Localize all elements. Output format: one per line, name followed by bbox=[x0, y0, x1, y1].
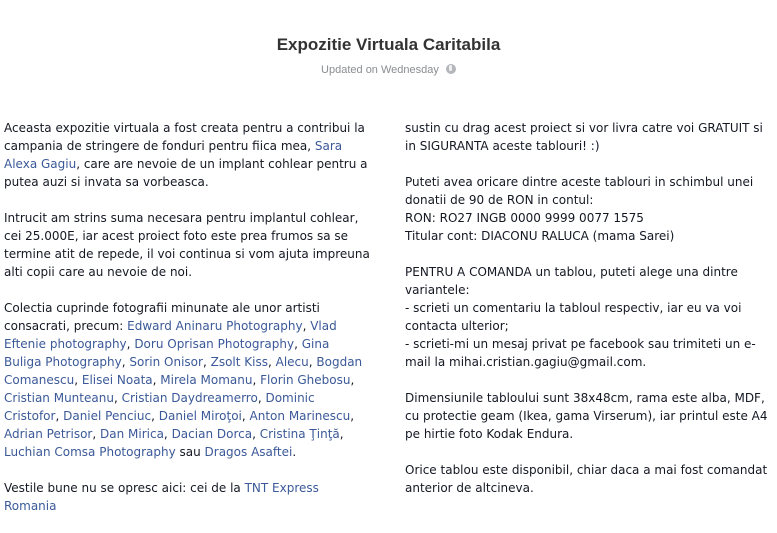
artist-link[interactable]: Vlad Eftenie photography bbox=[4, 319, 337, 351]
note-body-right bbox=[405, 119, 769, 515]
artist-link[interactable]: Dan Mirica bbox=[100, 427, 164, 441]
artist-link[interactable]: Cristian Munteanu bbox=[4, 391, 114, 405]
artist-link[interactable]: Dragos Asaftei bbox=[204, 445, 293, 459]
paragraph-intro: Aceasta expozitie virtuala a fost creata pentru a contribui la campania de stringere de fonduri pentru fiica mea, Sara Alexa Gagiu, care are nevoie de un implant cohlear pentru a putea auzi si invata sa vorbeasca. bbox=[4, 121, 368, 189]
updated-info bbox=[0, 64, 777, 76]
paragraph-continuation: Intrucit am strins suma necesara pentru implantul cohlear, cei 25.000E, iar acest proiect foto este prea frumos sa se termine atit de repede, il voi continua si vom ajuta impreuna alti copii care au nevoie de noi. bbox=[4, 211, 370, 279]
artist-link[interactable]: Daniel Miroţoi bbox=[158, 409, 242, 423]
link-tnt-express[interactable]: TNT Express Romania bbox=[4, 481, 319, 513]
paragraph-news: Vestile bune nu se opresc aici: cei de la TNT Express Romania bbox=[4, 481, 319, 513]
artist-link[interactable]: Doru Oprisan Photography bbox=[134, 337, 295, 351]
artist-link[interactable]: Adrian Petrisor bbox=[4, 427, 93, 441]
link-sara-alexa-gagiu[interactable]: Sara Alexa Gagiu bbox=[4, 139, 343, 171]
paragraph-order: PENTRU A COMANDA un tablou, puteti alege una dintre variantele: - scrieti un comentariu la tabloul respectiv, iar eu va voi contacta ulterior; - scrieti-mi un mesaj privat pe facebook sau trimiteti un e-mail la mihai.cristian.gagiu@gmail.com. bbox=[405, 265, 756, 369]
artist-list: Edward Aninaru Photography, Vlad Eftenie photography, Doru Oprisan Photography, Gina Buliga Photography, Sorin Onisor, Zsolt Kiss, Alecu, Bogdan Comanescu, Elisei Noata, Mirela Momanu, Florin Ghebosu, Cristian Munteanu, Cristian Daydreamerro, Dominic Cristofor, Daniel Penciuc, Daniel Miroţoi, Anton Marinescu, Adrian Petrisor, Dan Mirica, Dacian Dorca, Cristina Ţinţă, Luchian Comsa Photography bbox=[4, 319, 363, 459]
artist-link[interactable]: Bogdan Comanescu bbox=[4, 355, 363, 387]
artist-link[interactable]: Gina Buliga Photography bbox=[4, 337, 330, 369]
artist-link[interactable]: Elisei Noata bbox=[81, 373, 153, 387]
artist-link[interactable]: Daniel Penciuc bbox=[63, 409, 152, 423]
paragraph-availability: Orice tablou este disponibil, chiar daca a mai fost comandat anterior de altcineva. bbox=[405, 463, 768, 495]
artist-link[interactable]: Dacian Dorca bbox=[171, 427, 253, 441]
updated-text[interactable]: Updated on Wednesday bbox=[321, 64, 439, 76]
artist-link[interactable]: Sorin Onisor bbox=[129, 355, 203, 369]
artist-link[interactable]: Zsolt Kiss bbox=[210, 355, 268, 369]
globe-icon[interactable] bbox=[446, 64, 456, 74]
artist-link[interactable]: Anton Marinescu bbox=[249, 409, 351, 423]
artist-link[interactable]: Alecu bbox=[275, 355, 309, 369]
artist-link[interactable]: Mirela Momanu bbox=[160, 373, 253, 387]
artist-link[interactable]: Luchian Comsa Photography bbox=[4, 445, 176, 459]
artist-link[interactable]: Florin Ghebosu bbox=[260, 373, 351, 387]
paragraph-artists: Colectia cuprinde fotografii minunate ale unor artisti consacrati, precum: Edward Aninaru Photography, Vlad Eftenie photography, Doru Oprisan Photography, Gina Buliga Photography, Sorin Onisor, Zsolt Kiss, Alecu, Bogdan Comanescu, Elisei Noata, Mirela Momanu, Florin Ghebosu, Cristian Munteanu, Cristian Daydreamerro, Dominic Cristofor, Daniel Penciuc, Daniel Miroţoi, Anton Marinescu, Adrian Petrisor, Dan Mirica, Dacian Dorca, Cristina Ţinţă, Luchian Comsa Photography sau Dragos Asaftei. bbox=[4, 301, 363, 459]
paragraph-dimensions: Dimensiunile tabloului sunt 38x48cm, rama este alba, MDF, cu protectie geam (Ikea, gama Virserum), iar printul este A4 pe hirtie foto Kodak Endura. bbox=[405, 391, 768, 441]
artist-link[interactable]: Dominic Cristofor bbox=[4, 391, 315, 423]
page-title: Expozitie Virtuala Caritabila bbox=[276, 35, 501, 54]
paragraph-donation: Puteti avea oricare dintre aceste tablouri in schimbul unei donatii de 90 de RON in contul: RON: RO27 INGB 0000 9999 0077 1575 Titular cont: DIACONU RALUCA (mama Sarei) bbox=[405, 175, 754, 243]
paragraph-delivery: sustin cu drag acest proiect si vor livra catre voi GRATUIT si in SIGURANTA aceste tablouri! :) bbox=[405, 121, 763, 153]
artist-link[interactable]: Cristina Ţinţă bbox=[259, 427, 340, 441]
note-body-left bbox=[4, 119, 370, 533]
artist-link[interactable]: Edward Aninaru Photography bbox=[127, 319, 303, 333]
artist-link[interactable]: Cristian Daydreamerro bbox=[121, 391, 258, 405]
